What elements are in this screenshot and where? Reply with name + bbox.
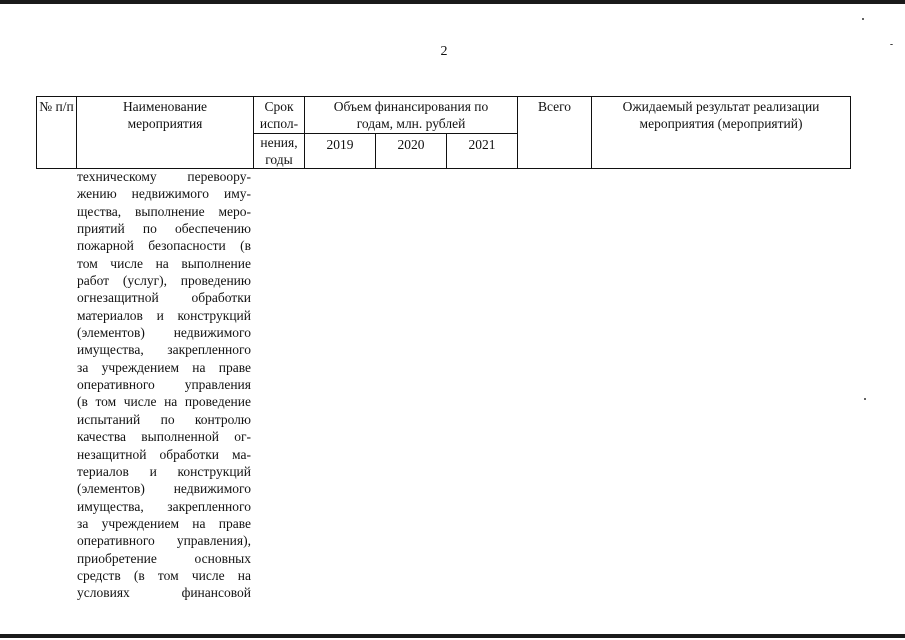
header-result-column: Ожидаемый результат реализации мероприятия (мероприятий) (592, 97, 851, 169)
text-line: (элементов) недвижимого (77, 325, 251, 341)
text-line: за учреждением на праве (77, 515, 251, 531)
header-term-column: Срок испол- нения, годы (254, 97, 305, 169)
text-line: качества выполненной ог- (77, 429, 251, 445)
text-line: техническому перевоору- (77, 169, 251, 184)
text-line: приобретение основных (77, 550, 251, 566)
text-line: жению недвижимого иму- (77, 186, 251, 202)
text-line: материалов и конструкций (77, 307, 251, 323)
text-line: работ (услуг), проведению (77, 273, 251, 289)
text-line: имущества, закрепленного (77, 342, 251, 358)
text-line: оперативного управления), (77, 533, 251, 549)
text-line: (в том числе на проведение (77, 394, 251, 410)
text-line: испытаний по контролю (77, 411, 251, 427)
text-line: за учреждением на праве (77, 359, 251, 375)
text-line: (элементов) недвижимого (77, 481, 251, 497)
scan-edge-top (0, 0, 905, 4)
text-line: том числе на выполнение (77, 255, 251, 271)
text-line: териалов и конструкций (77, 463, 251, 479)
header-number-column: № п/п (37, 97, 77, 169)
text-line: приятий по обеспечению (77, 221, 251, 237)
header-funding-column: Объем финансирования по годам, млн. рублей (305, 97, 518, 134)
text-line: средств (в том числе на (77, 567, 251, 583)
scan-speck (890, 44, 893, 45)
text-line: оперативного управления (77, 377, 251, 393)
text-line: условиях финансовой (77, 585, 251, 601)
header-year-2021: 2021 (447, 133, 518, 169)
header-total-column: Всего (518, 97, 592, 169)
program-table-header (36, 96, 851, 169)
scan-edge-bottom (0, 634, 905, 638)
page-number: 2 (440, 44, 448, 59)
scan-speck (862, 18, 864, 20)
text-line: огнезащитной обработки (77, 290, 251, 306)
activity-description-continuation (77, 168, 251, 602)
scan-speck (864, 398, 866, 400)
header-year-2019: 2019 (305, 133, 376, 169)
header-name-column: Наименование мероприятия (77, 97, 254, 169)
header-year-2020: 2020 (376, 133, 447, 169)
text-line: щества, выполнение меро- (77, 203, 251, 219)
text-line: имущества, закрепленного (77, 498, 251, 514)
text-line: незащитной обработки ма- (77, 446, 251, 462)
text-line: пожарной безопасности (в (77, 238, 251, 254)
